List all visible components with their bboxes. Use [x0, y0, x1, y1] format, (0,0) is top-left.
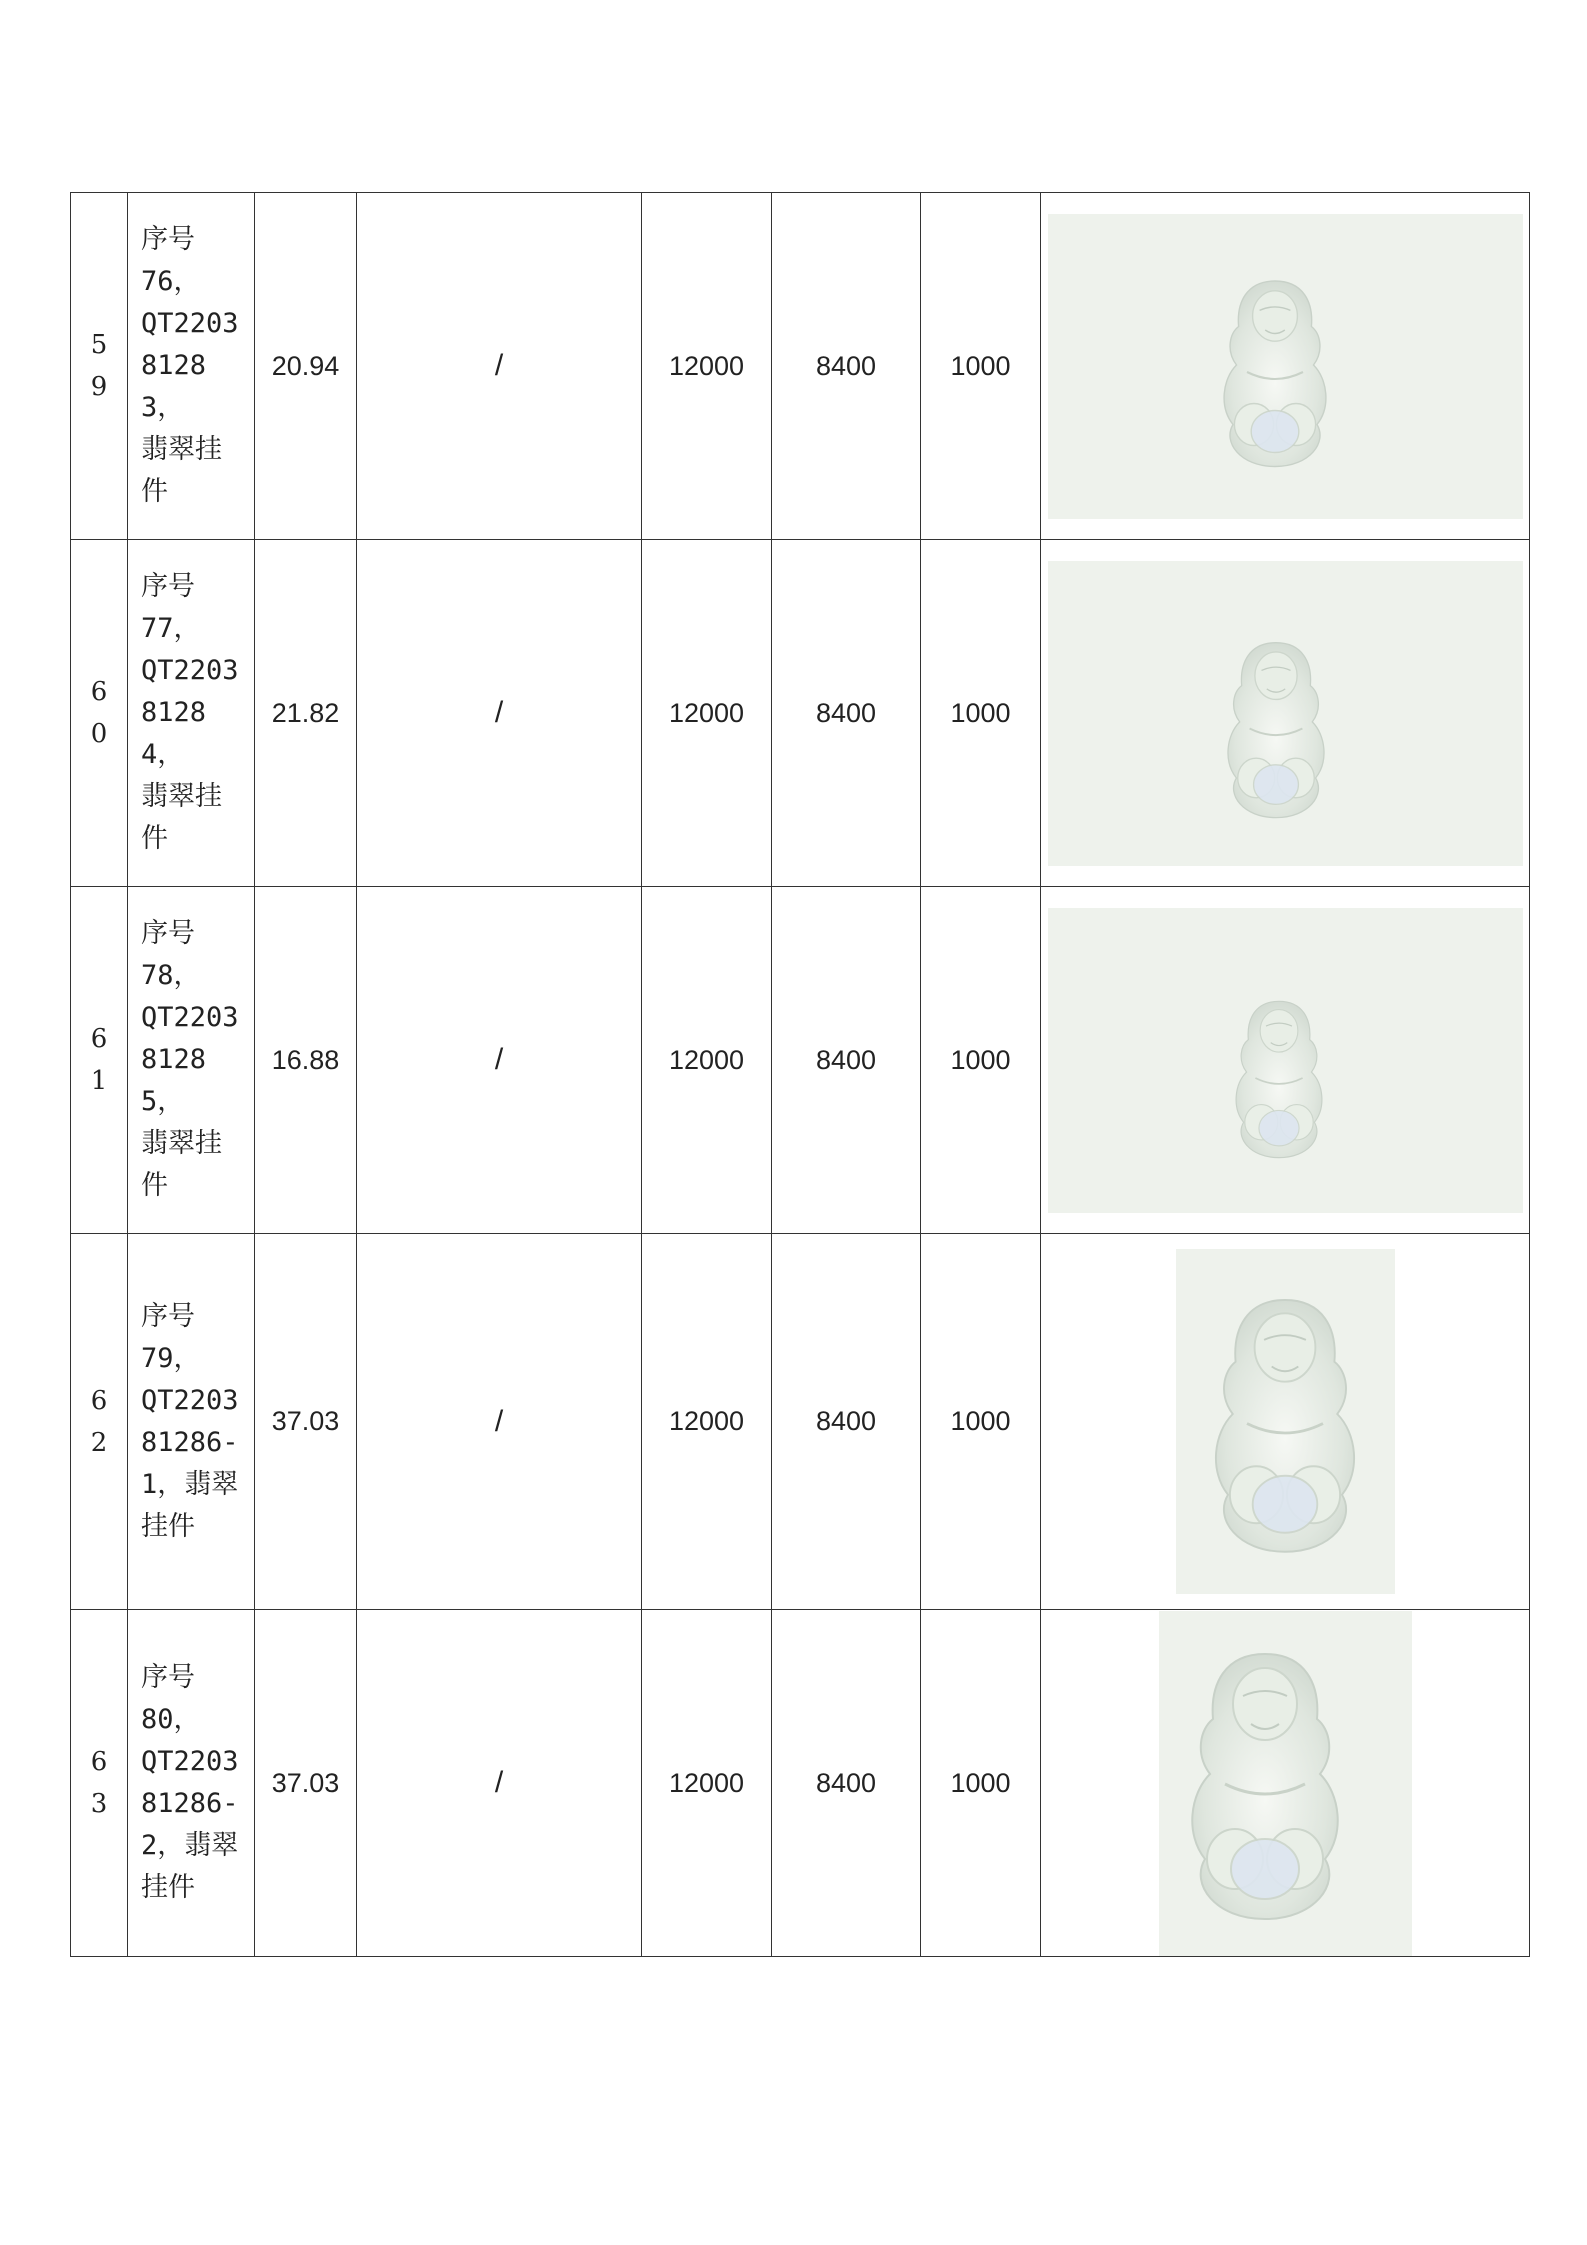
item-name: 序号 76， QT2203 81283， 翡翠挂 件	[128, 193, 255, 540]
item-photo-cell	[1041, 193, 1530, 540]
item-price-3: 1000	[921, 1234, 1041, 1610]
item-name: 序号 80， QT2203 81286- 2，翡翠 挂件	[128, 1610, 255, 1957]
jade-pendant-photo	[1048, 908, 1523, 1213]
table-row	[71, 540, 1530, 887]
item-price-1: 12000	[642, 1234, 772, 1610]
row-number: 6 3	[71, 1610, 128, 1957]
table-row	[71, 1234, 1530, 1610]
item-cert: /	[357, 193, 642, 540]
item-cert: /	[357, 1610, 642, 1957]
item-photo-cell	[1041, 887, 1530, 1234]
item-cert: /	[357, 540, 642, 887]
item-price-3: 1000	[921, 1610, 1041, 1957]
item-price-2: 8400	[772, 887, 921, 1234]
item-price-2: 8400	[772, 540, 921, 887]
item-price-2: 8400	[772, 193, 921, 540]
item-price-2: 8400	[772, 1610, 921, 1957]
row-number: 6 1	[71, 887, 128, 1234]
table-row	[71, 1610, 1530, 1957]
item-weight: 37.03	[255, 1234, 357, 1610]
item-photo-cell	[1041, 1610, 1530, 1957]
jade-pendant-photo	[1048, 214, 1523, 519]
item-photo-cell	[1041, 540, 1530, 887]
item-cert: /	[357, 1234, 642, 1610]
item-cert: /	[357, 887, 642, 1234]
item-name: 序号 79， QT2203 81286- 1，翡翠 挂件	[128, 1234, 255, 1610]
item-name: 序号 78， QT2203 81285， 翡翠挂 件	[128, 887, 255, 1234]
jade-pendant-photo	[1176, 1249, 1395, 1594]
item-price-1: 12000	[642, 1610, 772, 1957]
table-row	[71, 887, 1530, 1234]
row-number: 6 0	[71, 540, 128, 887]
item-weight: 37.03	[255, 1610, 357, 1957]
jade-pendant-photo	[1048, 561, 1523, 866]
item-price-3: 1000	[921, 193, 1041, 540]
item-photo-cell	[1041, 1234, 1530, 1610]
items-table	[70, 192, 1530, 1957]
table-row	[71, 193, 1530, 540]
item-price-1: 12000	[642, 887, 772, 1234]
row-number: 5 9	[71, 193, 128, 540]
item-price-3: 1000	[921, 887, 1041, 1234]
jade-pendant-photo	[1159, 1611, 1412, 1956]
item-price-1: 12000	[642, 193, 772, 540]
item-weight: 16.88	[255, 887, 357, 1234]
item-price-2: 8400	[772, 1234, 921, 1610]
row-number: 6 2	[71, 1234, 128, 1610]
item-price-3: 1000	[921, 540, 1041, 887]
item-name: 序号 77， QT2203 81284， 翡翠挂 件	[128, 540, 255, 887]
item-price-1: 12000	[642, 540, 772, 887]
item-weight: 20.94	[255, 193, 357, 540]
item-weight: 21.82	[255, 540, 357, 887]
